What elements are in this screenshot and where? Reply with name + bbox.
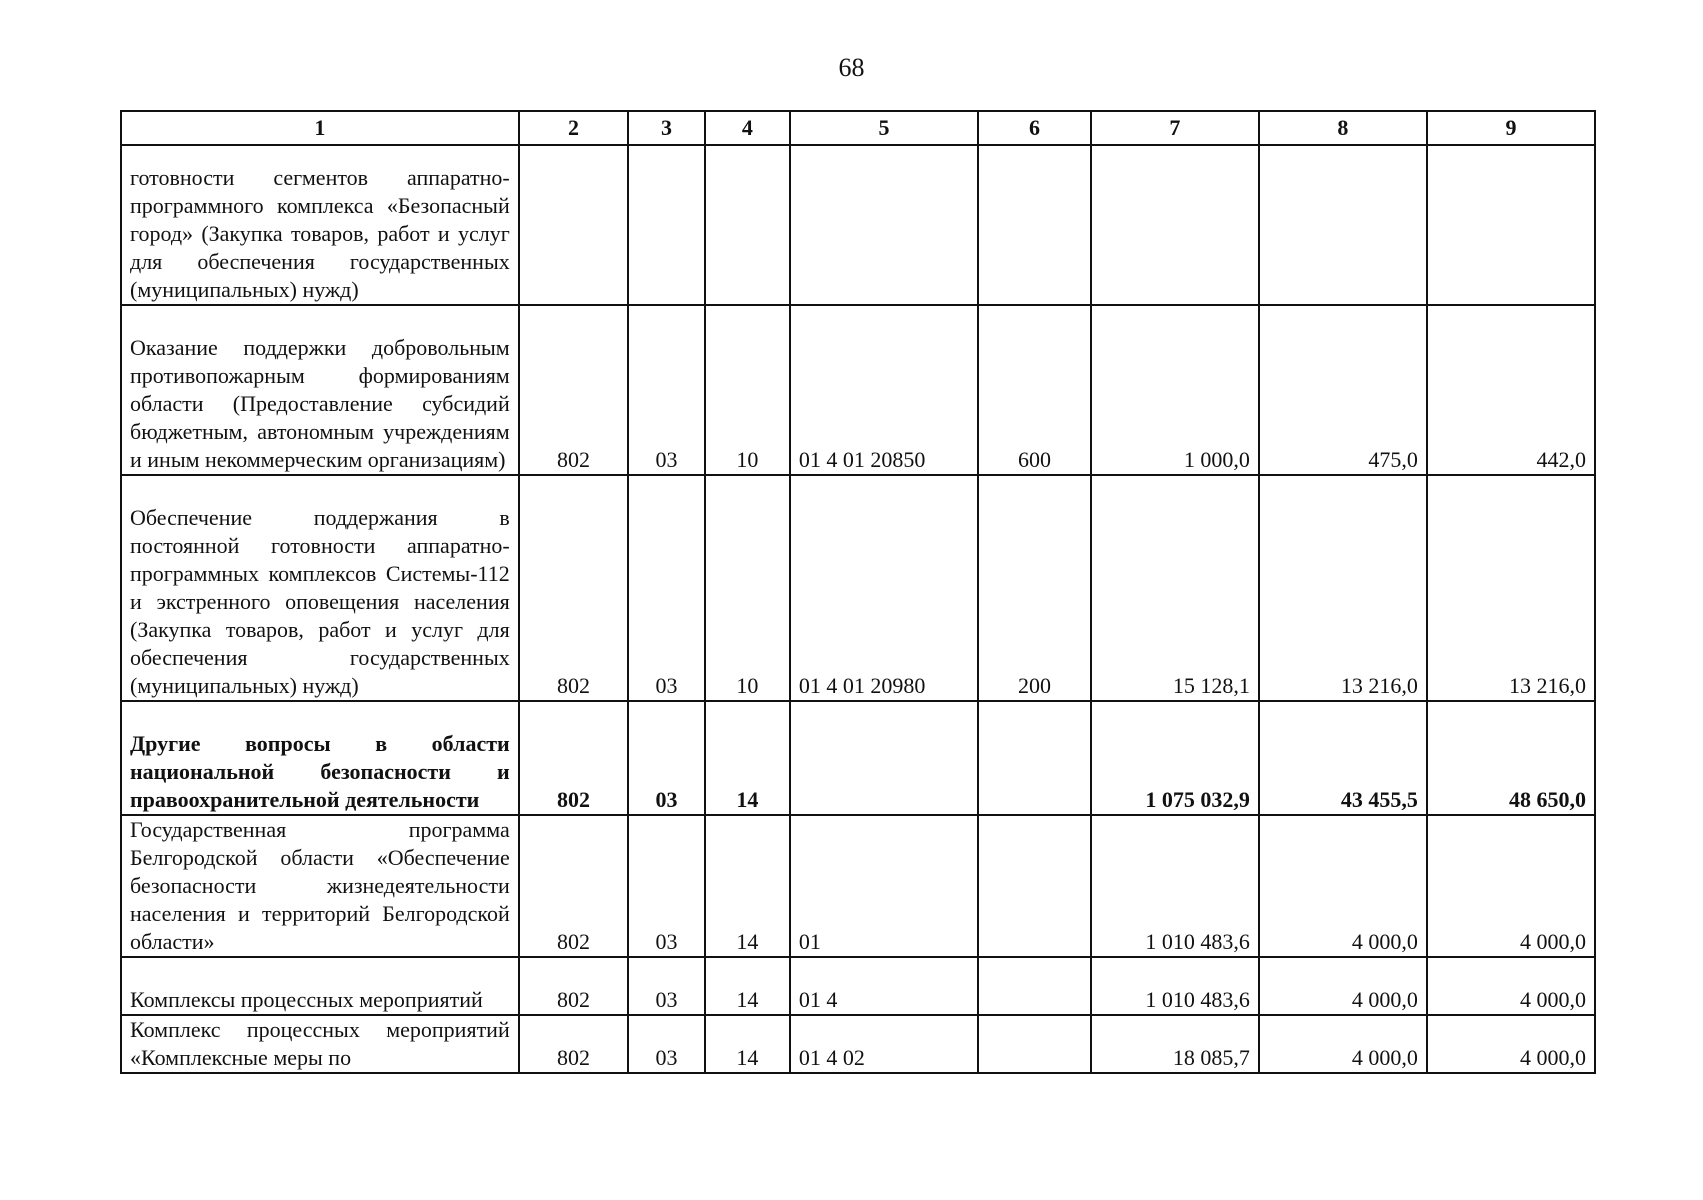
header-cell: 6	[978, 111, 1091, 145]
budget-table	[120, 110, 1596, 1074]
cell-amount-8: 4 000,0	[1259, 1015, 1427, 1073]
cell-csr: 01 4	[790, 957, 978, 1015]
cell-vr: 600	[978, 305, 1091, 475]
table-row	[121, 815, 1595, 957]
cell-rz: 03	[628, 701, 705, 815]
cell-vr	[978, 1015, 1091, 1073]
cell-amount-8: 475,0	[1259, 305, 1427, 475]
row-description: Обеспечение поддержания в постоянной готовности аппаратно-программных комплексов Системы-112 и экстренного оповещения населения (Закупка товаров, работ и услуг для обеспечения государственных (муниципальных) нужд)	[121, 475, 519, 701]
cell-vr	[978, 815, 1091, 957]
table-row	[121, 701, 1595, 815]
cell-vr	[978, 145, 1091, 305]
cell-amount-8: 13 216,0	[1259, 475, 1427, 701]
table-row	[121, 145, 1595, 305]
row-description: готовности сегментов аппаратно-программного комплекса «Безопасный город» (Закупка товаров, работ и услуг для обеспечения государственных (муниципальных) нужд)	[121, 145, 519, 305]
cell-glav: 802	[519, 957, 629, 1015]
cell-amount-9: 48 650,0	[1427, 701, 1595, 815]
row-description: Другие вопросы в области национальной безопасности и правоохранительной деятельности	[121, 701, 519, 815]
cell-glav: 802	[519, 475, 629, 701]
header-cell: 5	[790, 111, 978, 145]
header-cell: 7	[1091, 111, 1259, 145]
cell-pr	[705, 145, 790, 305]
row-description: Комплекс процессных мероприятий «Комплексные меры по	[121, 1015, 519, 1073]
cell-amount-8: 4 000,0	[1259, 815, 1427, 957]
cell-amount-7	[1091, 145, 1259, 305]
cell-glav: 802	[519, 1015, 629, 1073]
table-row	[121, 957, 1595, 1015]
cell-rz: 03	[628, 305, 705, 475]
cell-csr: 01 4 01 20980	[790, 475, 978, 701]
cell-vr	[978, 957, 1091, 1015]
cell-amount-8: 43 455,5	[1259, 701, 1427, 815]
cell-glav: 802	[519, 815, 629, 957]
cell-amount-7: 1 010 483,6	[1091, 957, 1259, 1015]
cell-amount-7: 1 010 483,6	[1091, 815, 1259, 957]
cell-pr: 10	[705, 305, 790, 475]
page-number: 68	[838, 53, 865, 82]
cell-pr: 14	[705, 701, 790, 815]
header-cell: 4	[705, 111, 790, 145]
cell-amount-9: 4 000,0	[1427, 815, 1595, 957]
cell-rz: 03	[628, 815, 705, 957]
header-cell: 9	[1427, 111, 1595, 145]
row-description: Государственная программа Белгородской области «Обеспечение безопасности жизнедеятельности населения и территорий Белгородской области»	[121, 815, 519, 957]
table-row	[121, 1015, 1595, 1073]
header-cell: 2	[519, 111, 629, 145]
cell-rz	[628, 145, 705, 305]
cell-amount-7: 1 075 032,9	[1091, 701, 1259, 815]
header-row	[121, 111, 1595, 145]
cell-vr: 200	[978, 475, 1091, 701]
cell-csr	[790, 145, 978, 305]
cell-pr: 14	[705, 957, 790, 1015]
cell-amount-7: 15 128,1	[1091, 475, 1259, 701]
row-description: Комплексы процессных мероприятий	[121, 957, 519, 1015]
cell-csr: 01 4 02	[790, 1015, 978, 1073]
cell-pr: 14	[705, 815, 790, 957]
header-cell: 1	[121, 111, 519, 145]
cell-vr	[978, 701, 1091, 815]
table-row	[121, 475, 1595, 701]
cell-amount-9: 13 216,0	[1427, 475, 1595, 701]
cell-amount-8	[1259, 145, 1427, 305]
cell-amount-9: 4 000,0	[1427, 1015, 1595, 1073]
cell-csr: 01 4 01 20850	[790, 305, 978, 475]
cell-amount-9: 442,0	[1427, 305, 1595, 475]
cell-rz: 03	[628, 1015, 705, 1073]
cell-glav: 802	[519, 701, 629, 815]
cell-pr: 10	[705, 475, 790, 701]
cell-amount-9	[1427, 145, 1595, 305]
cell-glav	[519, 145, 629, 305]
cell-csr: 01	[790, 815, 978, 957]
cell-amount-8: 4 000,0	[1259, 957, 1427, 1015]
table-row	[121, 305, 1595, 475]
cell-rz: 03	[628, 957, 705, 1015]
cell-amount-9: 4 000,0	[1427, 957, 1595, 1015]
cell-glav: 802	[519, 305, 629, 475]
cell-amount-7: 18 085,7	[1091, 1015, 1259, 1073]
cell-amount-7: 1 000,0	[1091, 305, 1259, 475]
cell-csr	[790, 701, 978, 815]
header-cell: 8	[1259, 111, 1427, 145]
row-description: Оказание поддержки добровольным противопожарным формированиям области (Предоставление субсидий бюджетным, автономным учреждениям и иным некоммерческим организациям)	[121, 305, 519, 475]
header-cell: 3	[628, 111, 705, 145]
cell-rz: 03	[628, 475, 705, 701]
cell-pr: 14	[705, 1015, 790, 1073]
